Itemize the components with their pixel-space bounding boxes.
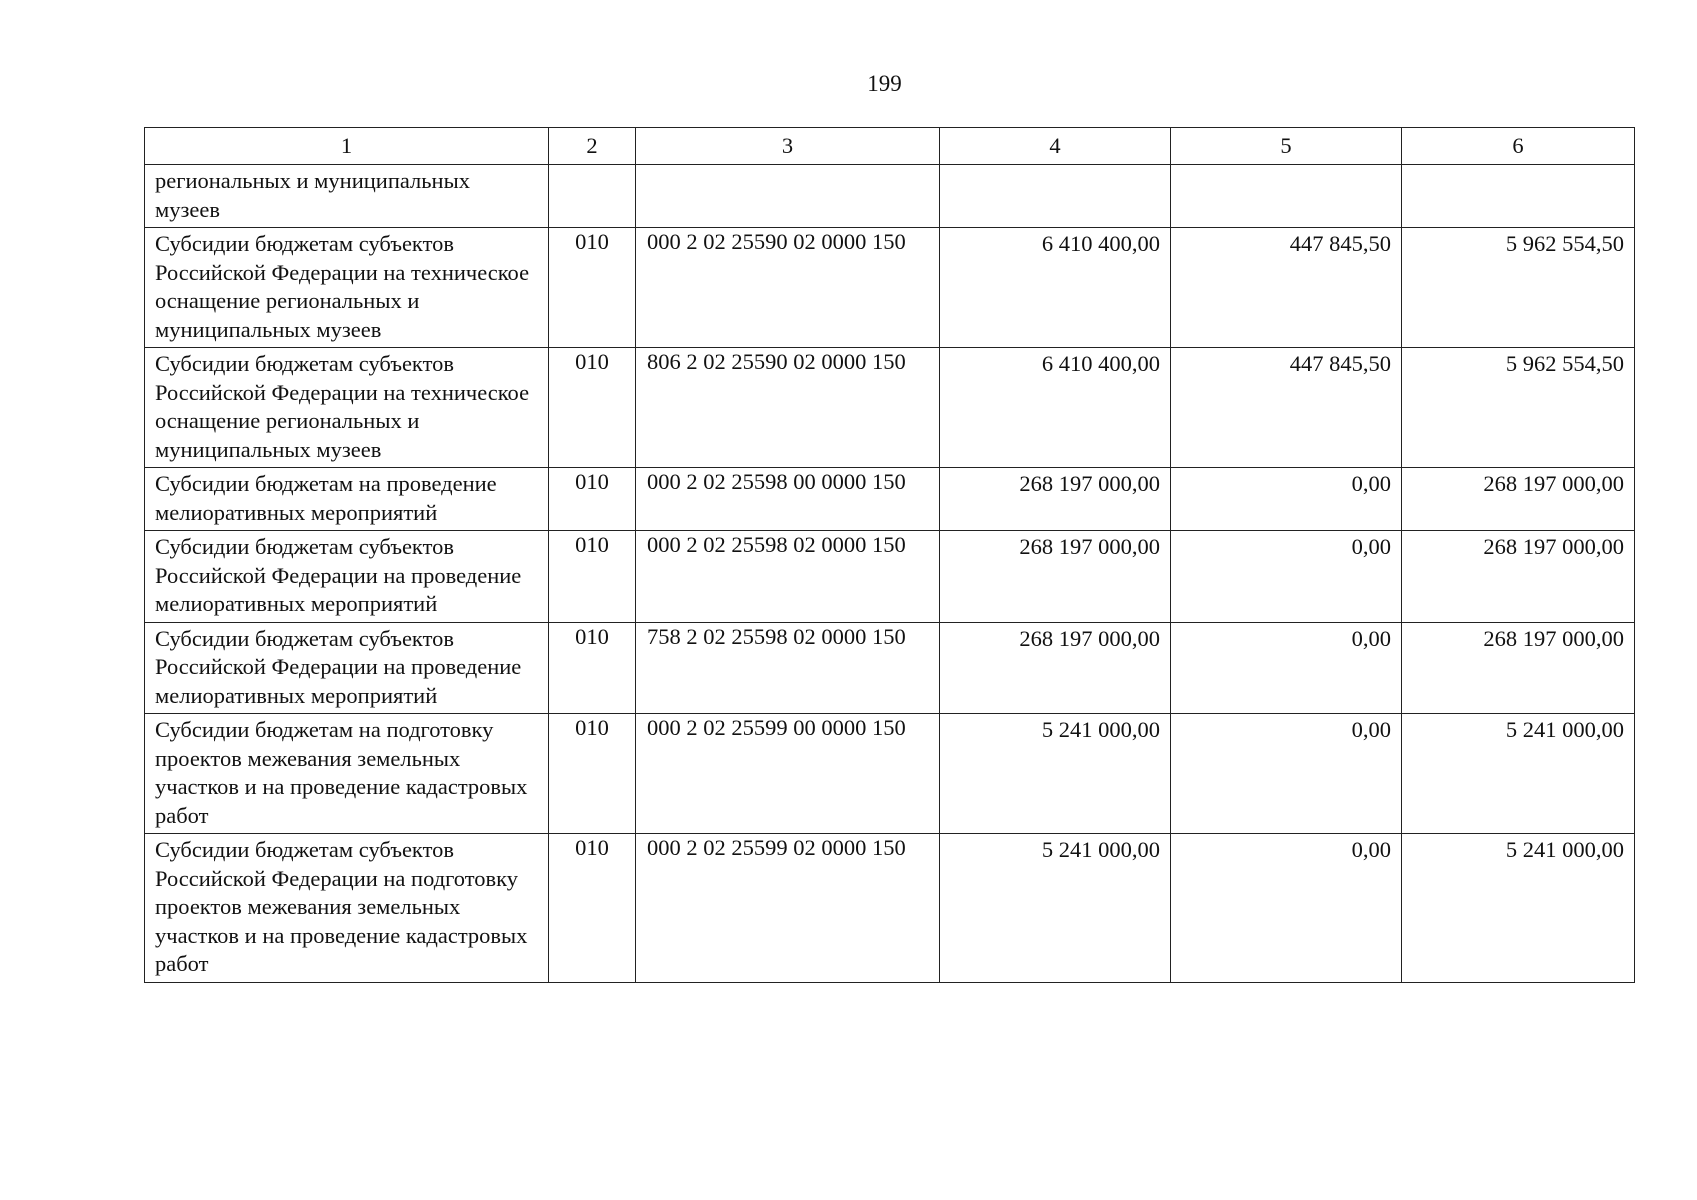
row-col5-cell: 0,00 [1171, 531, 1402, 623]
table-row [145, 714, 1635, 834]
header-col-4: 4 [940, 128, 1171, 165]
row-code-cell: 010 [549, 714, 636, 834]
row-col5-cell: 0,00 [1171, 834, 1402, 983]
header-col-5: 5 [1171, 128, 1402, 165]
row-col4-cell: 5 241 000,00 [940, 834, 1171, 983]
row-name-cell: Субсидии бюджетам субъектов Российской Федерации на техническое оснащение региональных и муниципальных музеев [145, 228, 549, 348]
row-classification-code-cell: 000 2 02 25599 02 0000 150 [636, 834, 940, 983]
row-name-cell: Субсидии бюджетам субъектов Российской Федерации на проведение мелиоративных мероприятий [145, 622, 549, 714]
row-col6-cell: 268 197 000,00 [1402, 531, 1635, 623]
row-name-cell: региональных и муниципальных музеев [145, 165, 549, 228]
row-col6-cell: 5 241 000,00 [1402, 834, 1635, 983]
row-code-cell: 010 [549, 622, 636, 714]
row-name-cell: Субсидии бюджетам на проведение мелиоративных мероприятий [145, 468, 549, 531]
header-col-6: 6 [1402, 128, 1635, 165]
table-row [145, 622, 1635, 714]
row-col4-cell: 268 197 000,00 [940, 622, 1171, 714]
row-classification-code-cell: 000 2 02 25590 02 0000 150 [636, 228, 940, 348]
row-code-cell [549, 165, 636, 228]
table-row [145, 165, 1635, 228]
table-row [145, 834, 1635, 983]
header-col-3: 3 [636, 128, 940, 165]
row-col5-cell [1171, 165, 1402, 228]
table-row [145, 468, 1635, 531]
row-col6-cell: 5 962 554,50 [1402, 348, 1635, 468]
row-col4-cell: 268 197 000,00 [940, 468, 1171, 531]
row-name-cell: Субсидии бюджетам субъектов Российской Федерации на подготовку проектов межевания земельных участков и на проведение кадастровых работ [145, 834, 549, 983]
page-number: 199 [867, 71, 902, 96]
table-row [145, 348, 1635, 468]
row-classification-code-cell: 000 2 02 25599 00 0000 150 [636, 714, 940, 834]
row-col4-cell [940, 165, 1171, 228]
table-row [145, 531, 1635, 623]
header-row [145, 128, 1635, 165]
row-classification-code-cell: 000 2 02 25598 02 0000 150 [636, 531, 940, 623]
header-col-2: 2 [549, 128, 636, 165]
row-col6-cell: 268 197 000,00 [1402, 622, 1635, 714]
row-col5-cell: 0,00 [1171, 468, 1402, 531]
row-code-cell: 010 [549, 468, 636, 531]
row-col4-cell: 6 410 400,00 [940, 228, 1171, 348]
row-classification-code-cell [636, 165, 940, 228]
row-col6-cell: 5 241 000,00 [1402, 714, 1635, 834]
budget-table [144, 127, 1635, 983]
row-classification-code-cell: 758 2 02 25598 02 0000 150 [636, 622, 940, 714]
row-classification-code-cell: 000 2 02 25598 00 0000 150 [636, 468, 940, 531]
row-col6-cell: 5 962 554,50 [1402, 228, 1635, 348]
row-name-cell: Субсидии бюджетам субъектов Российской Федерации на проведение мелиоративных мероприятий [145, 531, 549, 623]
row-col5-cell: 0,00 [1171, 714, 1402, 834]
row-col4-cell: 268 197 000,00 [940, 531, 1171, 623]
row-col5-cell: 447 845,50 [1171, 348, 1402, 468]
row-col4-cell: 6 410 400,00 [940, 348, 1171, 468]
row-col4-cell: 5 241 000,00 [940, 714, 1171, 834]
row-code-cell: 010 [549, 228, 636, 348]
row-col6-cell: 268 197 000,00 [1402, 468, 1635, 531]
row-col5-cell: 0,00 [1171, 622, 1402, 714]
row-col5-cell: 447 845,50 [1171, 228, 1402, 348]
row-code-cell: 010 [549, 531, 636, 623]
row-col6-cell [1402, 165, 1635, 228]
header-col-1: 1 [145, 128, 549, 165]
row-classification-code-cell: 806 2 02 25590 02 0000 150 [636, 348, 940, 468]
row-name-cell: Субсидии бюджетам на подготовку проектов межевания земельных участков и на проведение кадастровых работ [145, 714, 549, 834]
table-row [145, 228, 1635, 348]
row-code-cell: 010 [549, 834, 636, 983]
row-code-cell: 010 [549, 348, 636, 468]
row-name-cell: Субсидии бюджетам субъектов Российской Федерации на техническое оснащение региональных и муниципальных музеев [145, 348, 549, 468]
